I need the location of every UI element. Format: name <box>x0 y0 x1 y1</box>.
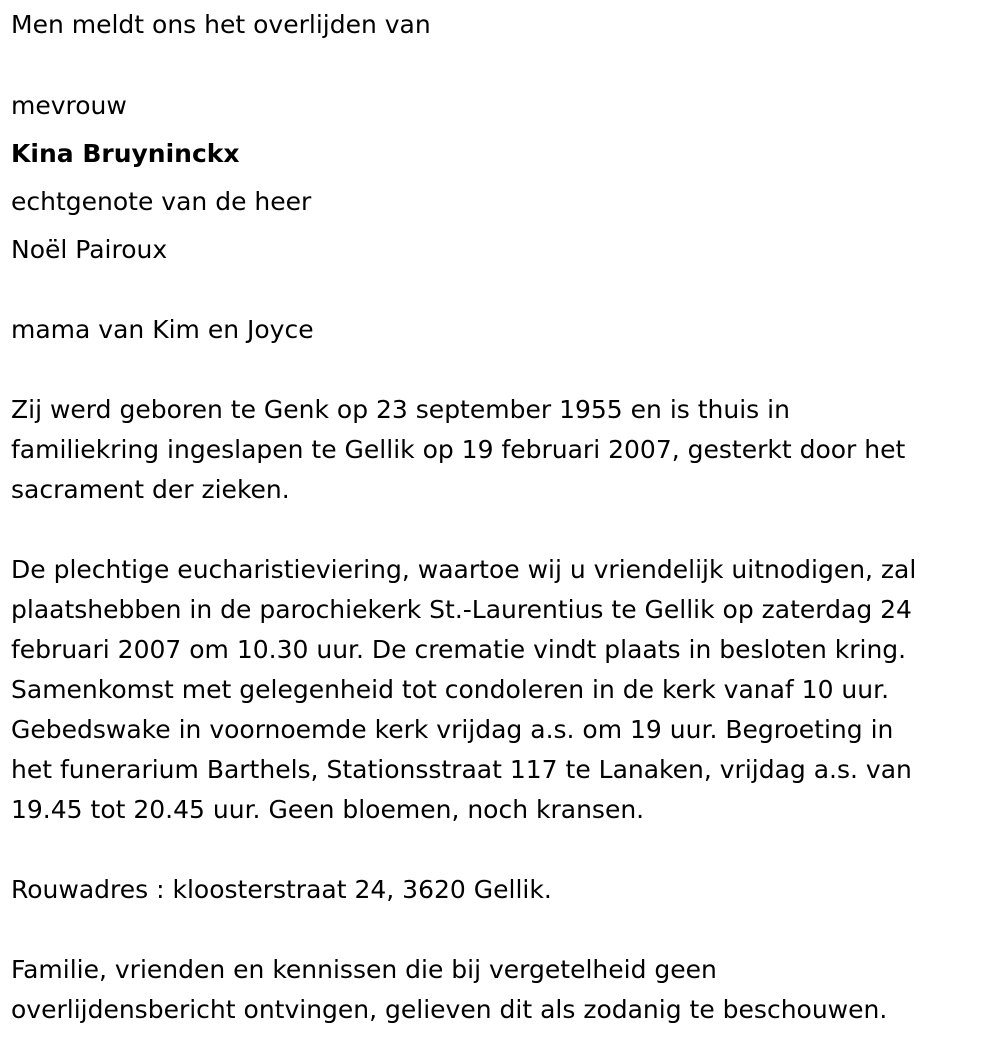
ceremony-line: Gebedswake in voornoemde kerk vrijdag a.s. om 19 uur. Begroeting in <box>11 715 894 744</box>
deceased-name: Kina Bruyninckx <box>11 139 240 168</box>
ceremony-line: het funerarium Barthels, Stationsstraat 117 te Lanaken, vrijdag a.s. van <box>11 755 912 784</box>
birth-line: familiekring ingeslapen te Gellik op 19 februari 2007, gesterkt door het <box>11 435 906 464</box>
closing-line: Familie, vrienden en kennissen die bij vergetelheid geen <box>11 955 717 984</box>
closing-line: overlijdensbericht ontvingen, gelieven dit als zodanig te beschouwen. <box>11 995 888 1024</box>
birth-line: sacrament der zieken. <box>11 475 290 504</box>
ceremony-paragraph <box>11 550 986 830</box>
ceremony-line: De plechtige eucharistieviering, waartoe wij u vriendelijk uitnodigen, zal <box>11 555 917 584</box>
title-text: mevrouw <box>11 91 127 120</box>
mourning-address: Rouwadres : kloosterstraat 24, 3620 Gellik. <box>11 875 552 904</box>
children-text: mama van Kim en Joyce <box>11 315 314 344</box>
ceremony-line: Samenkomst met gelegenheid tot condoleren in de kerk vanaf 10 uur. <box>11 675 890 704</box>
ceremony-line: februari 2007 om 10.30 uur. De crematie vindt plaats in besloten kring. <box>11 635 907 664</box>
spouse-name: Noël Pairoux <box>11 235 168 264</box>
birth-line: Zij werd geboren te Genk op 23 september 1955 en is thuis in <box>11 395 790 424</box>
spouse-label: echtgenote van de heer <box>11 187 312 216</box>
intro-text: Men meldt ons het overlijden van <box>11 10 431 39</box>
ceremony-line: 19.45 tot 20.45 uur. Geen bloemen, noch kransen. <box>11 795 645 824</box>
ceremony-line: plaatshebben in de parochiekerk St.-Laurentius te Gellik op zaterdag 24 <box>11 595 912 624</box>
closing-paragraph <box>11 950 986 1030</box>
birth-paragraph <box>11 390 986 510</box>
